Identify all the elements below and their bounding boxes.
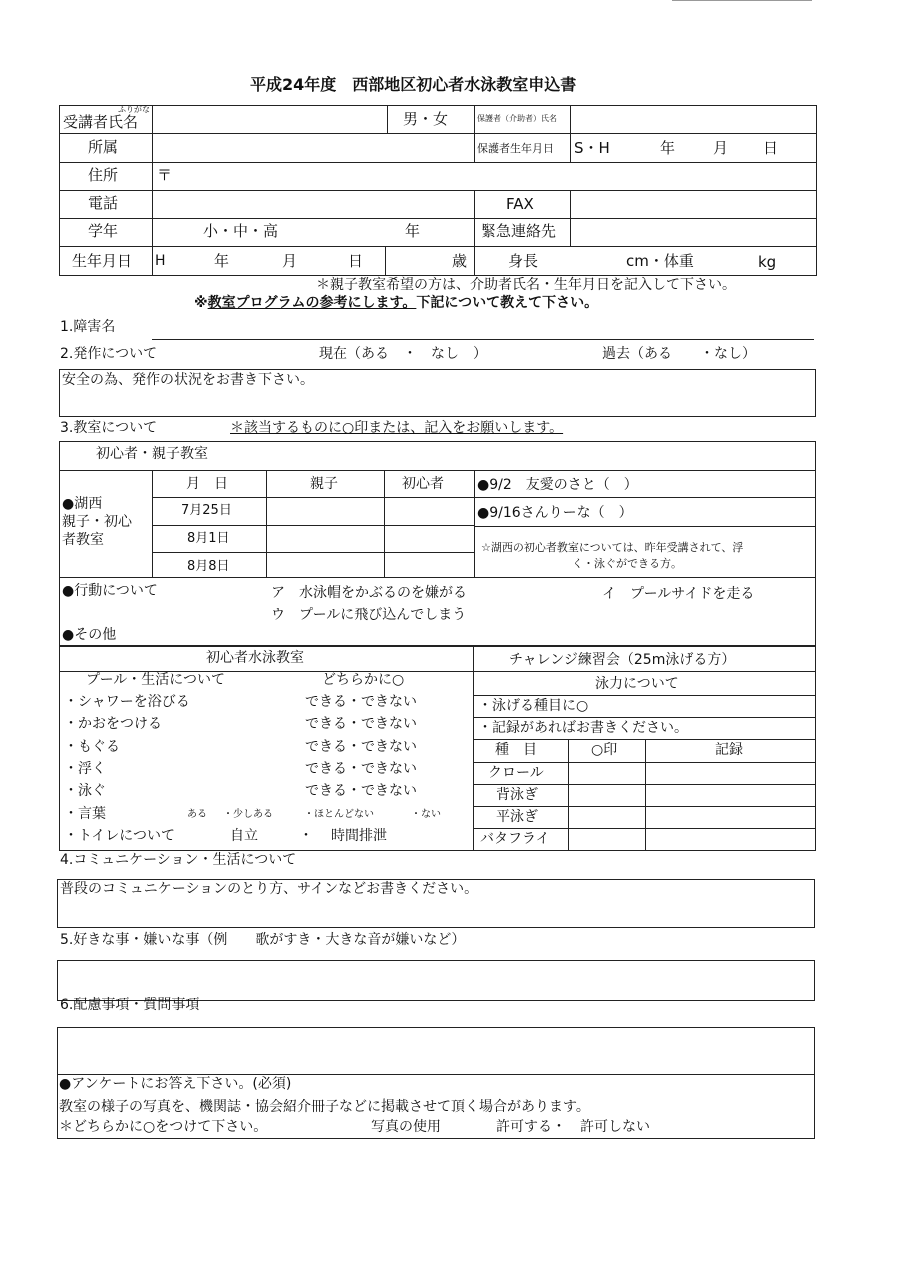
weight-unit: kg — [758, 253, 777, 271]
scan-artifact-line — [672, 0, 812, 1]
age-field[interactable] — [387, 248, 449, 274]
grade-options[interactable]: 小・中・高 — [203, 222, 279, 240]
seizure-past[interactable]: 過去（ある ・なし） — [602, 346, 756, 362]
stroke-record-cell[interactable] — [647, 808, 814, 827]
form-title: 平成24年度 西部地区初心者水泳教室申込書 — [250, 75, 577, 94]
fax-label: FAX — [506, 195, 534, 213]
parent-child-note: ＊親子教室希望の方は、介助者氏名・生年月日を記入して下さい。 — [316, 277, 736, 293]
behavior-option-a[interactable]: ア 水泳帽をかぶるのを嫌がる — [271, 585, 467, 601]
stroke-name: 背泳ぎ — [496, 787, 538, 803]
parent-child-cell[interactable] — [268, 527, 382, 551]
program-note-prefix: ※ — [194, 295, 208, 311]
toilet-separator: ・ — [299, 828, 313, 844]
beginner-cell[interactable] — [386, 554, 472, 577]
schedule-date: 7月25日 — [181, 503, 232, 518]
challenge-instruction-2: ・記録があればお書きください。 — [478, 720, 688, 736]
guardian-birth-era[interactable]: S・H — [574, 139, 610, 157]
kosai-class-line3: 者教室 — [62, 532, 104, 548]
address-field[interactable] — [172, 164, 812, 189]
stroke-record-cell[interactable] — [647, 830, 814, 849]
stroke-mark-cell[interactable] — [570, 786, 643, 805]
grade-label: 学年 — [88, 222, 119, 240]
seizure-current[interactable]: 現在（ある ・ なし ） — [319, 346, 487, 362]
beginner-cell[interactable] — [386, 527, 472, 551]
gender-options[interactable]: 男・女 — [403, 110, 449, 128]
event-yuai[interactable]: ●9/2 友愛のさと（ ） — [477, 477, 638, 493]
survey-body: 教室の様子の写真を、機関誌・協会紹介冊子などに掲載させて頂く場合があります。 — [59, 1099, 590, 1115]
skill-options[interactable]: できる・できない — [305, 761, 417, 777]
kosai-note-line2: く・泳ぐができる方。 — [572, 557, 682, 570]
skill-options[interactable]: できる・できない — [305, 716, 417, 732]
birthdate-label: 生年月日 — [72, 252, 133, 270]
affiliation-label: 所属 — [88, 138, 119, 156]
toilet-option-independent[interactable]: 自立 — [230, 828, 258, 844]
behavior-option-i[interactable]: イ プールサイドを走る — [602, 586, 755, 602]
col-header-stroke: 種 目 — [495, 742, 537, 758]
skill-options[interactable]: できる・できない — [305, 783, 417, 799]
section3-label: 3.教室について — [60, 420, 158, 436]
birth-year: 年 — [214, 252, 230, 270]
skill-label: ・シャワーを浴びる — [64, 694, 190, 710]
survey-title: ●アンケートにお答え下さい。(必須) — [59, 1076, 292, 1092]
language-option[interactable]: ・ない — [411, 809, 441, 820]
address-label: 住所 — [88, 166, 119, 184]
guardian-birth-day: 日 — [763, 139, 779, 157]
event-sanrina[interactable]: ●9/16さんりーな（ ） — [477, 505, 633, 521]
challenge-header: チャレンジ練習会（25m泳げる方） — [509, 652, 736, 668]
language-label: ・言葉 — [64, 806, 106, 822]
language-option[interactable]: ・ほとんどない — [304, 809, 374, 820]
section3-instruction: ＊該当するものに○印または、記入をお願いします。 — [230, 420, 564, 436]
phone-label: 電話 — [88, 194, 119, 212]
kosai-class-line1: ●湖西 — [62, 496, 103, 512]
birth-day: 日 — [348, 252, 364, 270]
beginner-subheader-left: プール・生活について — [86, 672, 226, 688]
photo-use-label: 写真の使用 — [371, 1119, 441, 1135]
phone-field[interactable] — [154, 192, 472, 217]
col-header-record: 記録 — [715, 742, 743, 758]
section4-label: 4.コミュニケーション・生活について — [60, 852, 297, 868]
guardian-birth-year: 年 — [660, 139, 676, 157]
likes-dislikes-box[interactable] — [57, 960, 815, 1001]
language-option[interactable]: ある — [187, 809, 207, 820]
beginner-cell[interactable] — [386, 499, 472, 524]
section2-label: 2.発作について — [60, 346, 158, 362]
skill-label: ・もぐる — [64, 739, 120, 755]
stroke-record-cell[interactable] — [647, 786, 814, 805]
survey-instruction: ＊どちらかに○をつけて下さい。 — [59, 1119, 268, 1135]
height-label: 身長 — [508, 252, 539, 270]
class-header: 初心者・親子教室 — [96, 446, 208, 462]
furigana-label: ふりがな — [118, 105, 150, 114]
behavior-option-u[interactable]: ウ プールに飛び込んでしまう — [271, 607, 467, 623]
affiliation-field[interactable] — [154, 135, 472, 161]
emergency-contact-label: 緊急連絡先 — [481, 222, 557, 240]
applicant-name-label: 受講者氏名 — [63, 113, 139, 131]
age-unit: 歳 — [452, 252, 468, 270]
kosai-class-line2: 親子・初心 — [62, 514, 132, 530]
stroke-record-cell[interactable] — [647, 764, 814, 783]
skill-label: ・浮く — [64, 761, 106, 777]
schedule-header-parent-child: 親子 — [310, 476, 338, 492]
schedule-date: 8月8日 — [187, 559, 230, 574]
section1-label: 1.障害名 — [60, 319, 116, 335]
grade-unit: 年 — [405, 222, 421, 240]
schedule-date: 8月1日 — [187, 531, 230, 546]
toilet-label: ・トイレについて — [64, 828, 176, 844]
guardian-birth-month: 月 — [713, 139, 729, 157]
language-option[interactable]: ・少しある — [223, 809, 273, 820]
program-note-suffix: 下記について教えて下さい。 — [416, 295, 599, 311]
other-label: ●その他 — [62, 627, 117, 643]
program-note-underlined: 教室プログラムの参考にします。 — [207, 295, 417, 311]
height-weight-unit: cm・体重 — [626, 252, 694, 270]
program-note — [194, 296, 598, 310]
disability-underline[interactable] — [152, 339, 814, 340]
stroke-name: クロール — [488, 765, 544, 781]
emergency-contact-field[interactable] — [572, 220, 815, 245]
communication-prompt: 普段のコミュニケーションのとり方、サインなどお書きください。 — [60, 881, 479, 897]
challenge-subheader: 泳力について — [595, 676, 679, 692]
beginner-subheader-right: どちらかに○ — [322, 672, 405, 688]
birth-month: 月 — [282, 252, 298, 270]
skill-label: ・泳ぐ — [64, 783, 106, 799]
parent-child-cell[interactable] — [268, 554, 382, 577]
section6-label: 6.配慮事項・質問事項 — [60, 997, 200, 1013]
section5-label: 5.好きな事・嫌いな事（例 歌がすき・大きな音が嫌いなど） — [60, 932, 466, 948]
postal-mark: 〒 — [157, 166, 173, 184]
guardian-birth-label: 保護者生年月日 — [477, 142, 554, 155]
behavior-label: ●行動について — [62, 583, 158, 599]
stroke-name: 平泳ぎ — [496, 809, 538, 825]
skill-options[interactable]: できる・できない — [305, 694, 417, 710]
skill-options[interactable]: できる・できない — [305, 739, 417, 755]
stroke-mark-cell[interactable] — [570, 830, 643, 849]
birth-era: H — [155, 253, 166, 269]
stroke-mark-cell[interactable] — [570, 764, 643, 783]
guardian-name-field[interactable] — [572, 107, 815, 132]
challenge-instruction-1: ・泳げる種目に○ — [478, 698, 589, 714]
col-header-mark: ○印 — [591, 742, 618, 758]
schedule-header-beginner: 初心者 — [402, 476, 444, 492]
seizure-details-prompt: 安全の為、発作の状況をお書き下さい。 — [62, 372, 314, 388]
guardian-name-label: 保護者（介助者）氏名 — [477, 114, 557, 123]
photo-permission-options[interactable]: 許可する・ 許可しない — [496, 1119, 650, 1135]
schedule-header-date: 月 日 — [186, 476, 228, 492]
fax-field[interactable] — [572, 192, 815, 217]
beginner-header: 初心者水泳教室 — [206, 650, 304, 666]
parent-child-cell[interactable] — [268, 499, 382, 524]
kosai-note-line1: ☆湖西の初心者教室については、昨年受講されて、浮 — [481, 541, 744, 554]
applicant-name-field[interactable] — [154, 107, 385, 132]
skill-label: ・かおをつける — [64, 716, 162, 732]
stroke-mark-cell[interactable] — [570, 808, 643, 827]
considerations-box[interactable] — [57, 1027, 815, 1075]
stroke-name: バタフライ — [480, 831, 550, 847]
toilet-option-timed[interactable]: 時間排泄 — [331, 828, 387, 844]
